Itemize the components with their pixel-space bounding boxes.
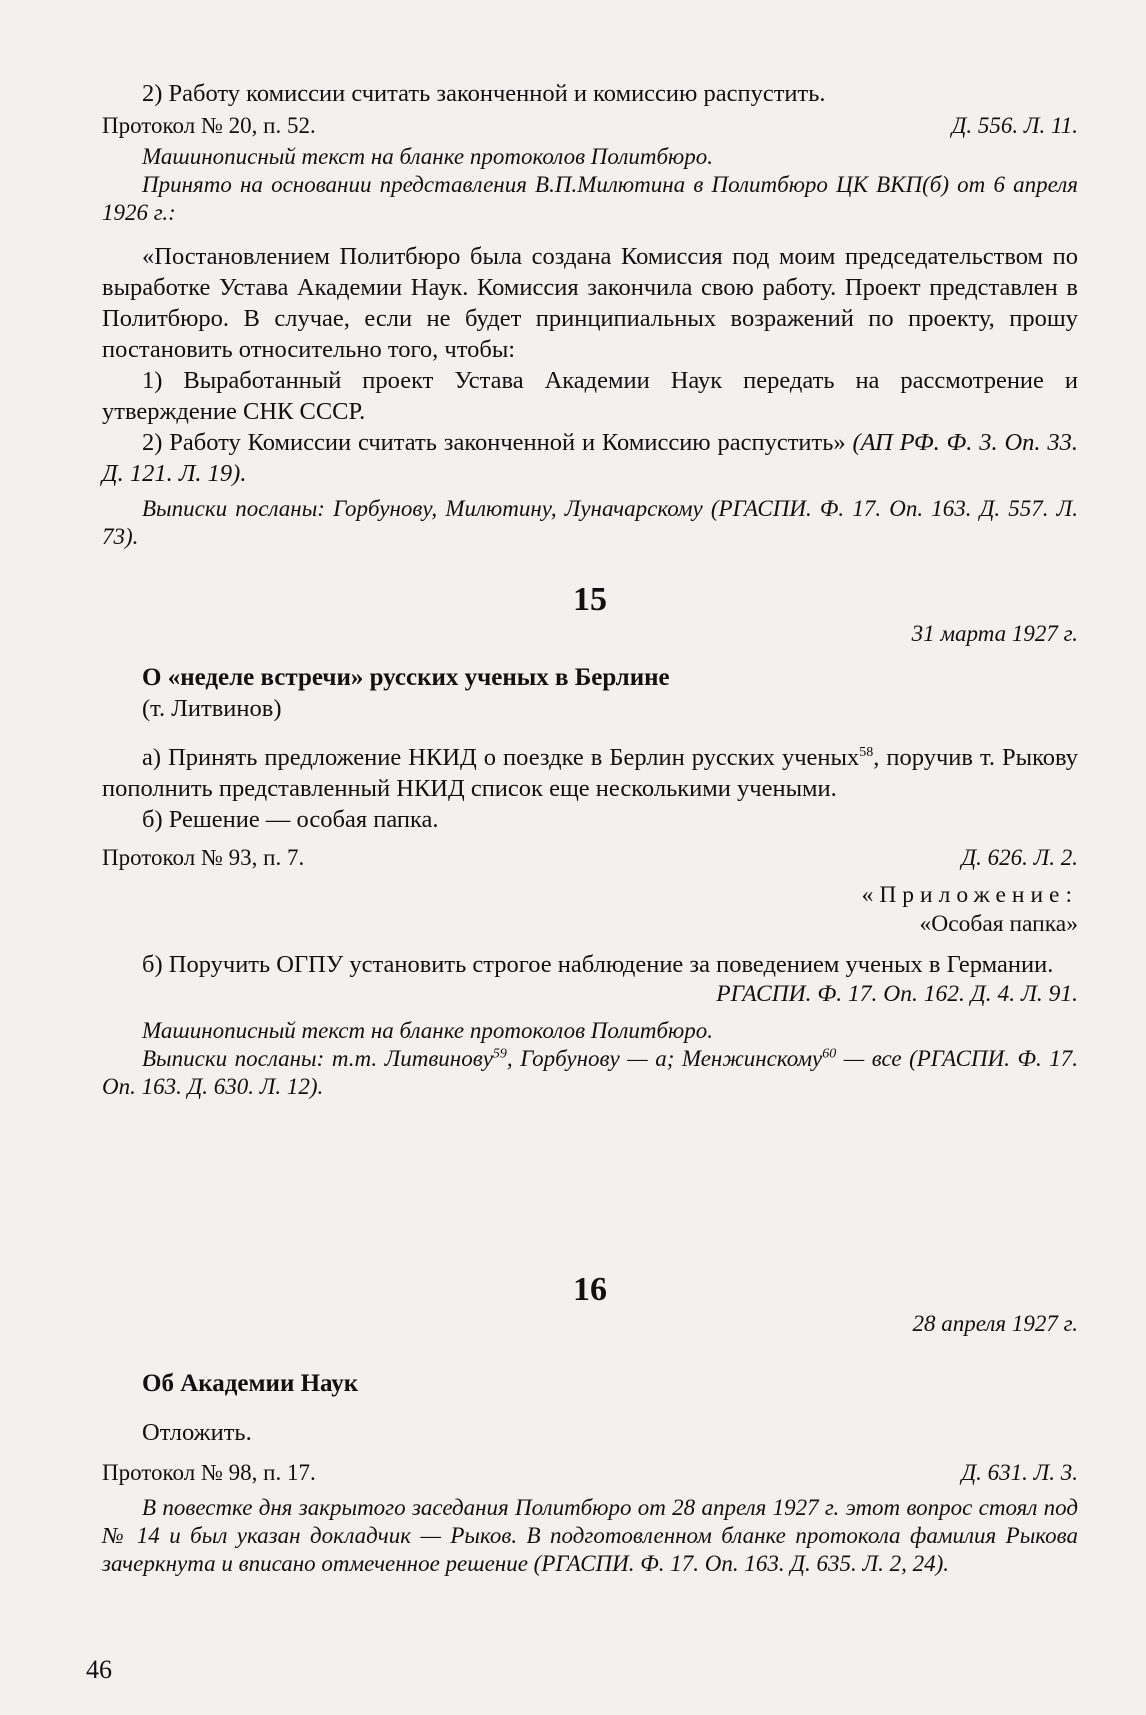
speaker: (т. Литвинов)	[142, 695, 282, 722]
distribution-note	[102, 1045, 1078, 1101]
quoted-item-2	[102, 427, 1078, 489]
page-number: 46	[86, 1655, 112, 1684]
appendix-label: «Приложение:	[861, 882, 1078, 908]
quoted-item-1: 1) Выработанный проект Устава Академии Наук передать на рассмотрение и утверждение СНК СССР.	[102, 367, 1078, 425]
protocol-number: Протокол № 98, п. 17.	[102, 1460, 316, 1485]
decision-item-2: 2) Работу комиссии считать законченной и комиссию распустить.	[142, 80, 826, 107]
document-date: 28 апреля 1927 г.	[912, 1311, 1078, 1336]
document-title: Об Академии Наук	[142, 1370, 359, 1397]
section-top	[102, 78, 1078, 551]
footnote-60: 60	[822, 1046, 837, 1062]
quoted-item-2-ref: (АП РФ. Ф. 3. Оп. 33. Д. 121. Л. 19).	[102, 429, 1079, 487]
archive-reference: Д. 556. Л. 11.	[951, 113, 1078, 138]
document-16	[102, 1270, 1078, 1578]
decision-a	[102, 742, 1078, 804]
quoted-letter: «Постановлением Политбюро была создана Комиссия под моим председательством по выработке Устава Академии Наук. Комиссия закончила свою работу. Проект представлен в Политбюро. В случае, если не будет принципиальных возражений по проекту, прошу постановить относительно того, чтобы:	[102, 243, 1078, 363]
archive-reference: Д. 626. Л. 2.	[961, 845, 1078, 870]
protocol-number: Протокол № 20, п. 52.	[102, 113, 316, 138]
document-title: О «неделе встречи» русских ученых в Берлине	[142, 664, 670, 691]
footnote-58: 58	[859, 744, 874, 760]
appendix-item-b: б) Поручить ОГПУ установить строгое наблюдение за поведением ученых в Германии.	[142, 951, 1054, 978]
archive-reference: РГАСПИ. Ф. 17. Оп. 162. Д. 4. Л. 91.	[716, 981, 1078, 1007]
editorial-note: В повестке дня закрытого заседания Политбюро от 28 апреля 1927 г. этот вопрос стоял под № 14 и был указан докладчик — Рыков. В подготовленном бланке протокола фамилия Рыкова зачеркнута и вписано отмеченное решение (РГАСПИ. Ф. 17. Оп. 163. Д. 635. Л. 2, 24).	[102, 1495, 1078, 1576]
decision-b: б) Решение — особая папка.	[142, 806, 439, 833]
document-15	[102, 580, 1078, 1101]
protocol-number: Протокол № 93, п. 7.	[102, 845, 305, 870]
distribution-note: Выписки посланы: Горбунову, Милютину, Луначарскому (РГАСПИ. Ф. 17. Оп. 163. Д. 557. Л. 73).	[102, 496, 1078, 549]
protocol-reference-row	[102, 111, 1078, 141]
document-number: 16	[573, 1271, 607, 1308]
quoted-item-2-text: 2) Работу Комиссии считать законченной и Комиссию распустить»	[142, 429, 846, 456]
special-folder-label: «Особая папка»	[919, 911, 1078, 937]
distribution-part-3: — все (РГАСПИ. Ф. 17. Оп. 163. Д. 630. Л. 12).	[102, 1046, 1079, 1099]
decision-text: Отложить.	[142, 1419, 252, 1446]
distribution-part-2: , Горбунову — а; Менжинскому	[506, 1046, 823, 1071]
decision-a-tail: , поручив т. Рыкову пополнить представленный НКИД список еще несколькими учеными.	[102, 744, 1078, 802]
protocol-reference-row	[102, 1458, 1078, 1488]
decision-a-text: а) Принять предложение НКИД о поездке в Берлин русских ученых	[142, 744, 860, 771]
archive-reference: Д. 631. Л. 3.	[961, 1460, 1078, 1485]
distribution-part-1: Выписки посланы: т.т. Литвинову	[142, 1046, 493, 1071]
source-note: Машинописный текст на бланке протоколов Политбюро.	[142, 1018, 714, 1043]
document-number: 15	[573, 581, 607, 618]
footnote-59: 59	[492, 1046, 507, 1062]
document-date: 31 марта 1927 г.	[911, 621, 1078, 646]
source-note: Машинописный текст на бланке протоколов Политбюро.	[142, 144, 714, 169]
protocol-reference-row	[102, 843, 1078, 873]
basis-note: Принято на основании представления В.П.Милютина в Политбюро ЦК ВКП(б) от 6 апреля 1926 г.:	[102, 172, 1078, 225]
